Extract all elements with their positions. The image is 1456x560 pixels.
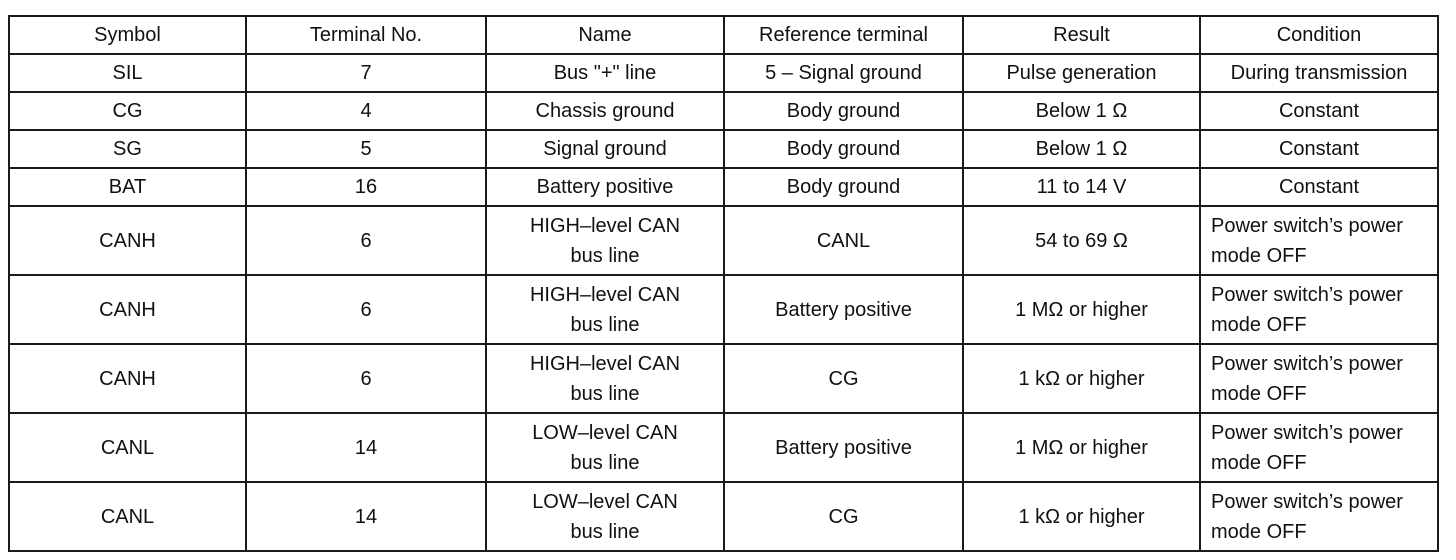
- cell-symbol: CANL: [9, 413, 246, 482]
- terminal-table: [8, 15, 1439, 552]
- cell-reference: CANL: [724, 206, 963, 275]
- header-symbol: Symbol: [9, 16, 246, 54]
- cell-reference: Battery positive: [724, 275, 963, 344]
- cell-symbol: SG: [9, 130, 246, 168]
- cell-name: Signal ground: [486, 130, 724, 168]
- cell-result: 11 to 14 V: [963, 168, 1200, 206]
- cell-terminal: 6: [246, 275, 486, 344]
- cell-name: LOW–level CAN bus line: [486, 413, 724, 482]
- cell-result: 54 to 69 Ω: [963, 206, 1200, 275]
- cell-symbol: SIL: [9, 54, 246, 92]
- cell-result: Below 1 Ω: [963, 92, 1200, 130]
- cell-reference: CG: [724, 482, 963, 551]
- cell-reference: Body ground: [724, 92, 963, 130]
- cell-name: Chassis ground: [486, 92, 724, 130]
- cell-terminal: 6: [246, 206, 486, 275]
- header-row: [9, 16, 1438, 54]
- cell-reference: Body ground: [724, 130, 963, 168]
- cell-reference: Body ground: [724, 168, 963, 206]
- header-result: Result: [963, 16, 1200, 54]
- cell-result: 1 MΩ or higher: [963, 275, 1200, 344]
- cell-result: 1 kΩ or higher: [963, 482, 1200, 551]
- cell-result: Pulse generation: [963, 54, 1200, 92]
- header-reference-terminal: Reference terminal: [724, 16, 963, 54]
- cell-name: Bus "+" line: [486, 54, 724, 92]
- cell-condition: Power switch’s power mode OFF: [1200, 344, 1438, 413]
- cell-reference: Battery positive: [724, 413, 963, 482]
- cell-name: HIGH–level CAN bus line: [486, 344, 724, 413]
- cell-result: Below 1 Ω: [963, 130, 1200, 168]
- header-terminal-no: Terminal No.: [246, 16, 486, 54]
- cell-result: 1 kΩ or higher: [963, 344, 1200, 413]
- cell-result: 1 MΩ or higher: [963, 413, 1200, 482]
- header-name: Name: [486, 16, 724, 54]
- cell-symbol: CANL: [9, 482, 246, 551]
- cell-condition: Power switch’s power mode OFF: [1200, 413, 1438, 482]
- table-row: [9, 275, 1438, 344]
- cell-condition: Constant: [1200, 168, 1438, 206]
- cell-condition: Power switch’s power mode OFF: [1200, 482, 1438, 551]
- cell-name: Battery positive: [486, 168, 724, 206]
- table-row: [9, 92, 1438, 130]
- cell-symbol: CANH: [9, 275, 246, 344]
- table-row: [9, 54, 1438, 92]
- cell-terminal: 6: [246, 344, 486, 413]
- cell-symbol: CANH: [9, 344, 246, 413]
- cell-symbol: CANH: [9, 206, 246, 275]
- cell-terminal: 4: [246, 92, 486, 130]
- cell-terminal: 14: [246, 482, 486, 551]
- table-row: [9, 168, 1438, 206]
- cell-condition: Constant: [1200, 92, 1438, 130]
- cell-terminal: 5: [246, 130, 486, 168]
- cell-terminal: 7: [246, 54, 486, 92]
- cell-reference: 5 – Signal ground: [724, 54, 963, 92]
- cell-symbol: CG: [9, 92, 246, 130]
- cell-name: HIGH–level CAN bus line: [486, 275, 724, 344]
- table-row: [9, 482, 1438, 551]
- cell-condition: Power switch’s power mode OFF: [1200, 206, 1438, 275]
- cell-name: LOW–level CAN bus line: [486, 482, 724, 551]
- cell-condition: Constant: [1200, 130, 1438, 168]
- cell-terminal: 14: [246, 413, 486, 482]
- cell-condition: During transmission: [1200, 54, 1438, 92]
- cell-reference: CG: [724, 344, 963, 413]
- table-row: [9, 344, 1438, 413]
- table-row: [9, 130, 1438, 168]
- header-condition: Condition: [1200, 16, 1438, 54]
- table-row: [9, 413, 1438, 482]
- cell-symbol: BAT: [9, 168, 246, 206]
- table-row: [9, 206, 1438, 275]
- cell-condition: Power switch’s power mode OFF: [1200, 275, 1438, 344]
- terminal-table-container: [8, 15, 1439, 552]
- cell-name: HIGH–level CAN bus line: [486, 206, 724, 275]
- cell-terminal: 16: [246, 168, 486, 206]
